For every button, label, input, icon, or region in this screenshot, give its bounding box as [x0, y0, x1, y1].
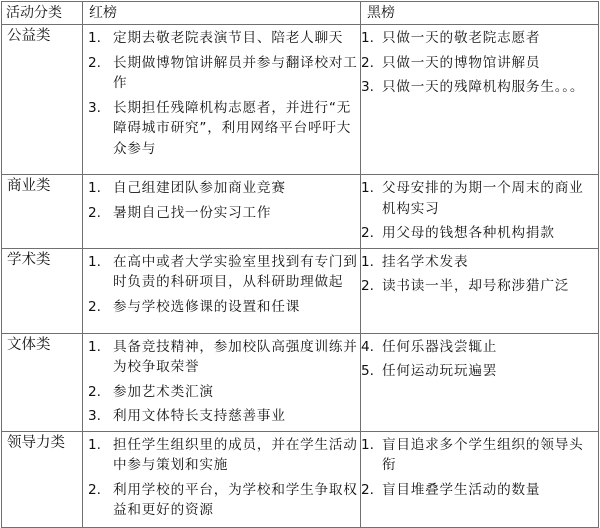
- list-item: 1. 担任学生组织里的成员，并在学生活动中参与策划和实施: [88, 436, 358, 473]
- category-cell: 学术类: [2, 248, 83, 333]
- list-item: 4. 任何乐器浅尝辄止: [361, 338, 498, 355]
- list-item: 1. 盲目追求多个学生组织的领导头衔: [361, 436, 584, 473]
- list-item: 2. 用父母的钱想各种机构捐款: [361, 225, 555, 241]
- list-item: 1. 只做一天的敬老院志愿者: [361, 30, 541, 46]
- red-list-cell: [83, 248, 361, 333]
- header-row: [2, 2, 599, 25]
- list-item: 2. 长期做博物馆讲解员并参与翻译校对工作: [88, 54, 358, 91]
- header-red-list: 红榜: [83, 2, 361, 25]
- black-list-cell: [361, 333, 599, 431]
- header-black-list: 黑榜: [361, 2, 599, 25]
- list-item: 3. 利用文体特长支持慈善事业: [88, 408, 286, 424]
- red-list-cell: [83, 175, 361, 249]
- black-list-cell: [361, 25, 599, 175]
- red-list-cell: [83, 431, 361, 527]
- list-item: 3. 长期担任残障机构志愿者，并进行“无障碍城市研究”，利用网络平台呼吁大众参与: [88, 99, 352, 157]
- list-item: 1. 在高中或者大学实验室里找到有专门到时负责的科研项目，从科研助理做起: [88, 253, 358, 290]
- list-item: 1. 定期去敬老院表演节目、陪老人聊天: [88, 30, 344, 46]
- list-item: 1. 挂名学术发表: [361, 253, 469, 270]
- category-cell: 文体类: [2, 333, 83, 431]
- red-list-cell: [83, 333, 361, 431]
- table-row: [2, 175, 599, 249]
- table-row: [2, 431, 599, 527]
- list-item: 1. 具备竞技精神，参加校队高强度训练并为校争取荣誉: [88, 338, 358, 375]
- list-item: 2. 暑期自己找一份实习工作: [88, 204, 272, 221]
- table-row: [2, 25, 599, 175]
- list-item: 2. 参与学校选修课的设置和任课: [88, 298, 301, 315]
- header-category: 活动分类: [2, 2, 83, 25]
- black-list-cell: [361, 248, 599, 333]
- category-cell: 商业类: [2, 175, 83, 249]
- list-item: 1. 父母安排的为期一个周末的商业机构实习: [361, 180, 584, 217]
- black-list-cell: [361, 431, 599, 527]
- list-item: 1. 自己组建团队参加商业竞赛: [88, 180, 286, 196]
- table-row: [2, 333, 599, 431]
- category-cell: 领导力类: [2, 431, 83, 527]
- table-row: [2, 248, 599, 333]
- list-item: 2. 参加艺术类汇演: [88, 383, 214, 400]
- list-item: 2. 盲目堆叠学生活动的数量: [361, 481, 541, 498]
- list-item: 3. 只做一天的残障机构服务生。。。: [361, 79, 585, 95]
- list-item: 5. 任何运动玩玩遍罢: [361, 363, 498, 379]
- activity-table: [1, 1, 599, 528]
- list-item: 2. 读书读一半，却号称涉猎广泛: [361, 278, 570, 294]
- list-item: 2. 只做一天的博物馆讲解员: [361, 54, 541, 71]
- category-cell: 公益类: [2, 25, 83, 175]
- list-item: 2. 利用学校的平台，为学校和学生争取权益和更好的资源: [88, 481, 358, 518]
- red-list-cell: [83, 25, 361, 175]
- black-list-cell: [361, 175, 599, 249]
